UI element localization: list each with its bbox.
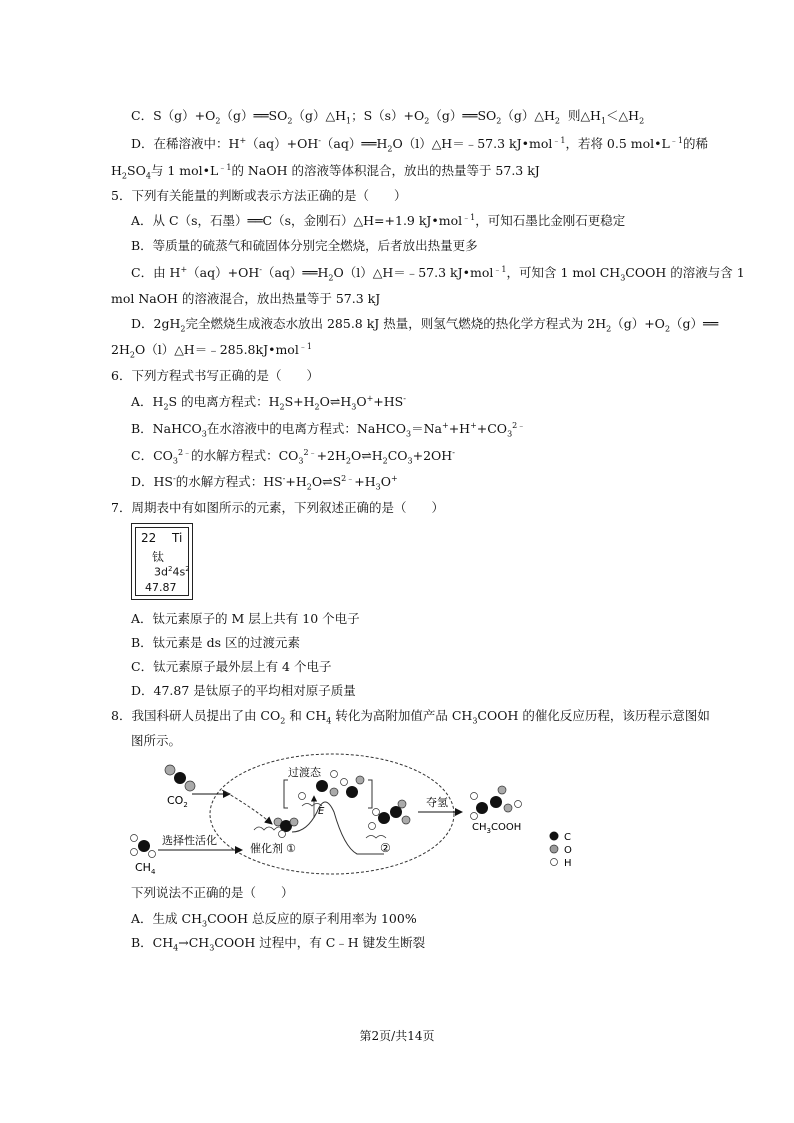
equals-sign-icon: ══	[247, 213, 263, 228]
reaction-mechanism-diagram	[122, 752, 592, 877]
legend-label-o: O	[564, 845, 572, 856]
atomic-number: 22	[141, 531, 157, 545]
equals-sign-icon: ══	[462, 108, 478, 123]
q6-option-d: D．HS-的水解方程式：$HS^-+H_2O\rightleftharpoons S^{2﹣}+H_3O^+$	[131, 473, 398, 492]
q6-option-c: C．$CO_3^{2﹣}$的水解方程式：$CO_3^{2﹣}+2H_2O\rightleftharpoons H_2CO_3+2OH^-$	[131, 447, 455, 466]
activation-label: 选择性活化	[162, 834, 217, 847]
q5-option-b: B．等质量的硫蒸气和硫固体分别完全燃烧，后者放出热量更多	[131, 238, 478, 253]
element-name: 钛	[152, 550, 165, 564]
co2-label: $CO_2$	[167, 794, 188, 809]
q7-option-a: A．钛元素原子的 M 层上共有 10 个电子	[131, 611, 360, 626]
catalyst-label: 催化剂 ①	[250, 842, 296, 855]
element-symbol: Ti	[172, 531, 183, 545]
intermediate-molecule	[366, 800, 410, 838]
q8-stem: 8．我国科研人员提出了由 $CO_2$ 和 $CH_4$ 转化为高附加值产品 $CH_3COOH$ 的催化反应历程，该历程示意图如	[111, 708, 710, 726]
catalyst-site	[254, 818, 298, 838]
activation-energy-label: E	[318, 806, 325, 817]
q6-option-b: B．NaHCO$_3$在水溶液中的电离方程式：$NaHCO_3=Na^++H^++CO_3^{2﹣}$	[131, 420, 526, 439]
co2-molecule	[165, 765, 195, 791]
q8-prompt: 下列说法不正确的是（ ）	[131, 885, 294, 900]
ch4-molecule	[131, 835, 156, 858]
q5-option-c: C．由 $H^+(aq)+OH^-(aq)══H_2O(l)\triangle H=﹣57.3$ kJ•mol$^{﹣1}$，可知含 1 mol $CH_3COOH$ 的溶液与含 1	[131, 264, 745, 283]
q8-option-a: A．生成 $CH_3COOH$ 总反应的原子利用率为 100%	[131, 911, 417, 929]
legend	[550, 832, 573, 870]
legend-label-h: H	[564, 858, 572, 869]
element-card-titanium	[131, 523, 193, 600]
q5-option-c-line2: mol NaOH 的溶液混合，放出热量等于 57.3 kJ	[111, 291, 381, 306]
ch4-label: $CH_4$	[135, 861, 156, 876]
step2-label: ②	[380, 841, 391, 855]
equals-sign-icon: ══	[253, 108, 269, 123]
acetic-acid-molecule	[471, 786, 522, 820]
capture-label: 夺氢	[426, 796, 448, 809]
q5-stem: 5．下列有关能量的判断或表示方法正确的是（ ）	[111, 188, 407, 203]
legend-swatch-o	[550, 845, 558, 853]
q7-option-c: C．钛元素原子最外层上有 4 个电子	[131, 659, 332, 674]
q7-option-d: D．47.87 是钛原子的平均相对原子质量	[131, 683, 356, 698]
legend-swatch-h	[551, 859, 558, 866]
q7-option-b: B．钛元素是 ds 区的过渡元素	[131, 635, 301, 650]
q6-stem: 6．下列方程式书写正确的是（ ）	[111, 368, 319, 383]
q7-stem: 7．周期表中有如图所示的元素，下列叙述正确的是（ ）	[111, 500, 444, 515]
q5-option-d-line2: $2H_2O(l)\triangle H=﹣285.8kJ•mol^{﹣1}$	[111, 341, 312, 360]
q4-option-d: D．在稀溶液中：$H^+(aq)+OH^-(aq)══H_2O(l)\triangle H=﹣57.3$ kJ•mol$^{﹣1}$，若将 0.5 $mol•L^{﹣1}$的稀	[131, 135, 708, 154]
electron-config: $3d^24s^2$	[154, 565, 190, 579]
equals-sign-icon: ══	[703, 316, 719, 331]
atomic-mass: 47.87	[145, 581, 177, 594]
q6-option-a: A．$H_2S$ 的电离方程式：$H_2S+H_2O\rightleftharpoons H_3O^++HS^-$	[131, 393, 406, 412]
transition-label: 过渡态	[288, 766, 321, 779]
legend-swatch-c	[550, 832, 559, 841]
equals-sign-icon: ══	[302, 265, 318, 280]
q8-option-b: B．$CH_4\to CH_3COOH$ 过程中，有 C﹣H 键发生断裂	[131, 935, 426, 953]
product-label: $CH_3COOH$	[472, 822, 522, 835]
equals-sign-icon: ══	[361, 136, 377, 151]
q4-option-d-line2: $H_2SO_4$与 1 $mol•L^{﹣1}$的 NaOH 的溶液等体积混合，放出的热量等于 57.3 kJ	[111, 162, 540, 181]
q8-stem-line2: 图所示。	[131, 733, 182, 748]
q5-option-d: D．$2gH_2$完全燃烧生成液态水放出 285.8 kJ 热量，则氢气燃烧的热化学方程式为 $2H_2(g)+O_2(g)══$	[131, 316, 719, 334]
legend-label-c: C	[564, 832, 571, 843]
q5-option-a: A．从 C（s，石墨）══C（s，金刚石）△H=+1.9 kJ•mol$^{﹣1}$，可知石墨比金刚石更稳定	[131, 212, 626, 228]
page-footer: 第2页/共14页	[359, 1029, 435, 1043]
q4-option-c: C．$S(g)+O_2(g)══SO_2(g)\triangle H_1$；$S(s)+O_2(g)══SO_2(g)\triangle H_2$ 则$\triangle H_1<\triangle H_2$	[131, 108, 645, 126]
